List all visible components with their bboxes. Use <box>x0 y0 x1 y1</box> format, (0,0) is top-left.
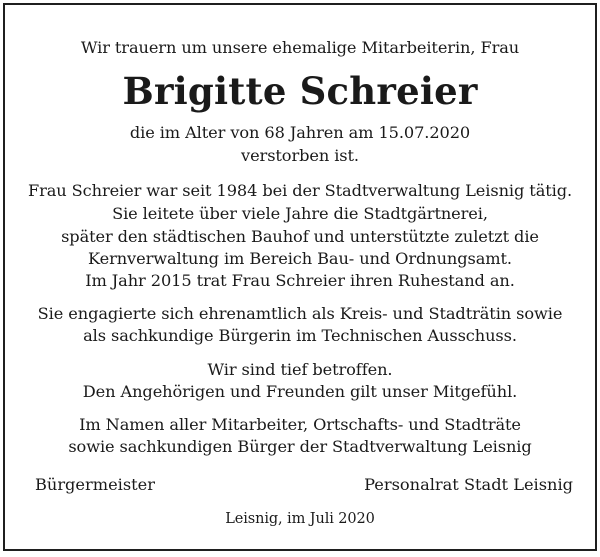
volunteer-line-2: als sachkundige Bürgerin im Technischen Ausschuss. <box>83 326 517 345</box>
volunteer-line-1: Sie engagierte sich ehrenamtlich als Kreis- und Stadträtin sowie <box>37 304 563 323</box>
career-line-2: Sie leitete über viele Jahre die Stadtgärtnerei, <box>112 204 488 223</box>
career-line-1: Frau Schreier war seit 1984 bei der Stadtverwaltung Leisnig tätig. <box>27 181 573 200</box>
death-line-2: verstorben ist. <box>241 146 359 165</box>
place-date: Leisnig, im Juli 2020 <box>225 511 375 527</box>
condolence-line-2: Den Angehörigen und Freunden gilt unser Mitgefühl. <box>82 382 518 401</box>
obituary-notice <box>3 3 597 551</box>
death-line-1: die im Alter von 68 Jahren am 15.07.2020 <box>129 123 471 142</box>
signatory-mayor: Bürgermeister <box>35 475 155 494</box>
intro-text: Wir trauern um unsere ehemalige Mitarbeiterin, Frau <box>80 38 520 57</box>
condolence-line-1: Wir sind tief betroffen. <box>207 360 393 379</box>
on-behalf-line-1: Im Namen aller Mitarbeiter, Ortschafts- und Stadträte <box>79 415 521 434</box>
deceased-name: Brigitte Schreier <box>122 69 478 113</box>
career-line-5: Im Jahr 2015 trat Frau Schreier ihren Ruhestand an. <box>85 271 515 290</box>
on-behalf-line-2: sowie sachkundigen Bürger der Stadtverwaltung Leisnig <box>68 437 532 456</box>
career-line-3: später den städtischen Bauhof und unterstützte zuletzt die <box>61 227 539 246</box>
career-line-4: Kernverwaltung im Bereich Bau- und Ordnungsamt. <box>88 249 512 268</box>
signatory-staff-council: Personalrat Stadt Leisnig <box>364 475 573 494</box>
